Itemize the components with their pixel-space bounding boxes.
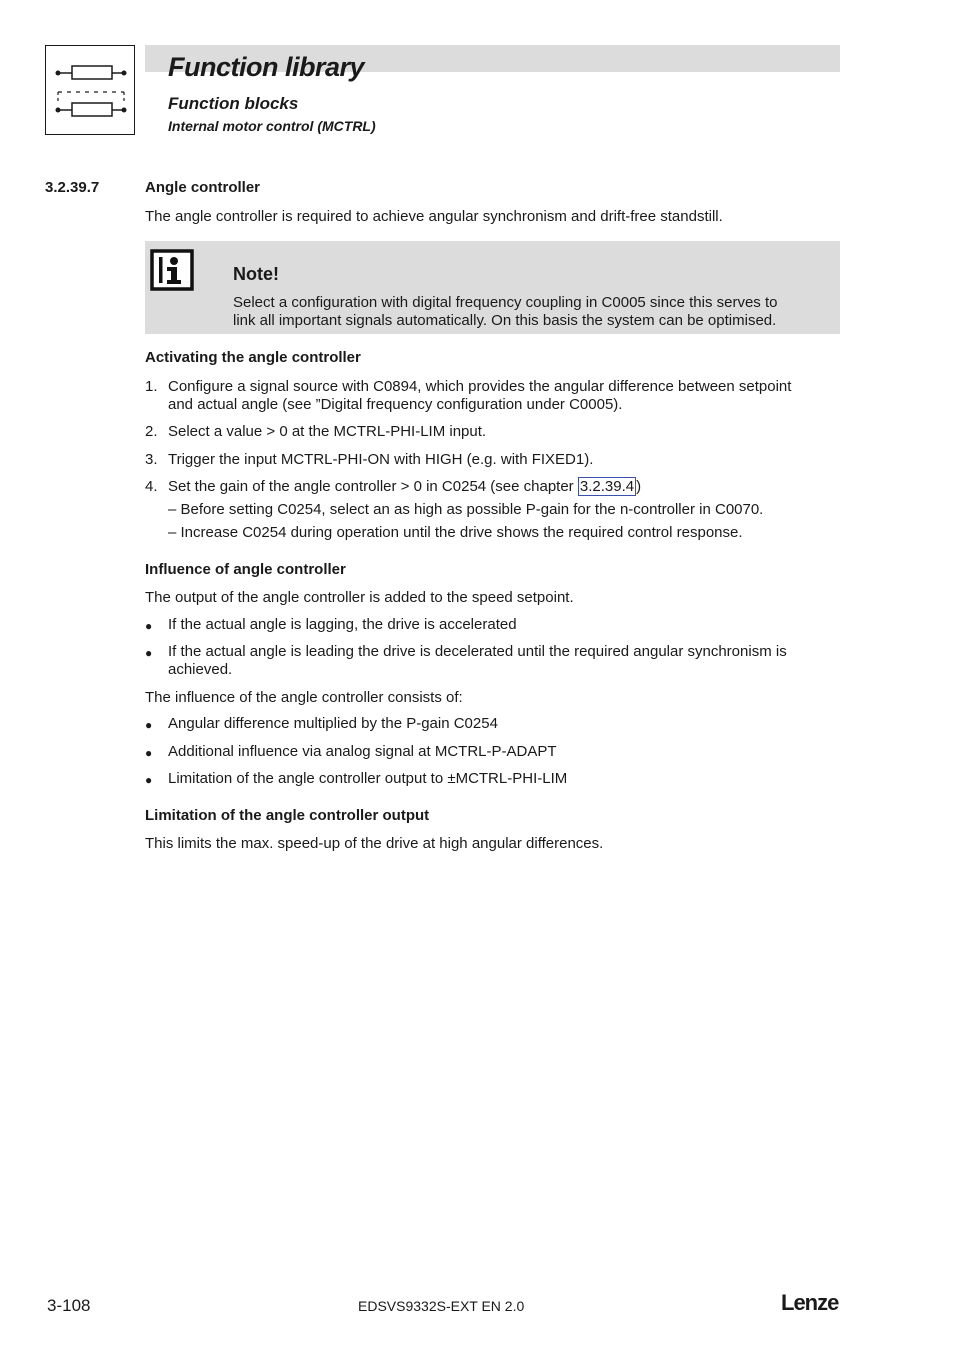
note-title: Note! xyxy=(233,264,279,284)
section-title: Angle controller xyxy=(145,179,261,196)
limitation-heading: Limitation of the angle controller output xyxy=(145,807,430,824)
chapter-subtitle: Function blocks xyxy=(168,94,299,113)
section-intro: The angle controller is required to achieve angular synchronism and drift-free standstill. xyxy=(145,208,723,225)
bullet-line: achieved. xyxy=(168,661,233,678)
page-number: 3-108 xyxy=(47,1296,91,1315)
chapter-link[interactable]: 3.2.39.4 xyxy=(579,478,635,495)
page-title: Function library xyxy=(168,52,365,82)
bullet-text xyxy=(168,643,840,679)
step-line: and actual angle (see ”Digital frequency configuration under C0005). xyxy=(168,396,623,413)
step-number: 2. xyxy=(145,423,158,440)
influence-intro: The output of the angle controller is added to the speed setpoint. xyxy=(145,589,574,606)
step-text: Select a value > 0 at the MCTRL-PHI-LIM input. xyxy=(168,423,487,440)
bullet-text: Angular difference multiplied by the P-gain C0254 xyxy=(168,715,498,732)
bullet-line: If the actual angle is leading the drive is decelerated until the required angular synchronism is xyxy=(168,643,787,660)
influence-heading: Influence of angle controller xyxy=(145,561,346,578)
step-text: Trigger the input MCTRL-PHI-ON with HIGH (e.g. with FIXED1). xyxy=(168,451,594,468)
step-text-pre: Set the gain of the angle controller > 0 in C0254 (see chapter xyxy=(168,478,578,495)
bullet-dot: ● xyxy=(145,773,153,787)
info-icon xyxy=(150,249,194,291)
note-text xyxy=(233,294,833,330)
sub-item: – Before setting C0254, select an as high as possible P-gain for the n-controller in C0070. xyxy=(168,501,764,518)
bullet-text: Additional influence via analog signal at MCTRL-P-ADAPT xyxy=(168,743,557,760)
bullet-dot: ● xyxy=(145,619,153,633)
function-block-icon xyxy=(46,46,136,136)
limitation-text: This limits the max. speed-up of the drive at high angular differences. xyxy=(145,835,604,852)
step-text-post: ) xyxy=(636,478,642,495)
step-number: 3. xyxy=(145,451,158,468)
bullet-dot: ● xyxy=(145,646,153,660)
section-number: 3.2.39.7 xyxy=(45,179,100,196)
step-text xyxy=(168,378,840,414)
bullet-text: If the actual angle is lagging, the drive is accelerated xyxy=(168,616,517,633)
bullet-text: Limitation of the angle controller output to ±MCTRL-PHI-LIM xyxy=(168,770,568,787)
influence-intro2: The influence of the angle controller consists of: xyxy=(145,689,463,706)
bullet-dot: ● xyxy=(145,746,153,760)
activating-heading: Activating the angle controller xyxy=(145,349,361,366)
step-number: 1. xyxy=(145,378,158,395)
step-text xyxy=(168,478,840,496)
note-line: link all important signals automatically. On this basis the system can be optimised. xyxy=(233,312,777,329)
note-line: Select a configuration with digital frequency coupling in C0005 since this serves to xyxy=(233,294,778,311)
step-number: 4. xyxy=(145,478,158,495)
function-block-logo xyxy=(45,45,135,135)
section-subtitle: Internal motor control (MCTRL) xyxy=(168,118,376,134)
brand-logo: Lenze xyxy=(781,1290,839,1315)
sub-item: – Increase C0254 during operation until the drive shows the required control response. xyxy=(168,524,743,541)
step-line: Configure a signal source with C0894, which provides the angular difference between setpoint xyxy=(168,378,792,395)
document-id: EDSVS9332S-EXT EN 2.0 xyxy=(358,1298,525,1314)
bullet-dot: ● xyxy=(145,718,153,732)
